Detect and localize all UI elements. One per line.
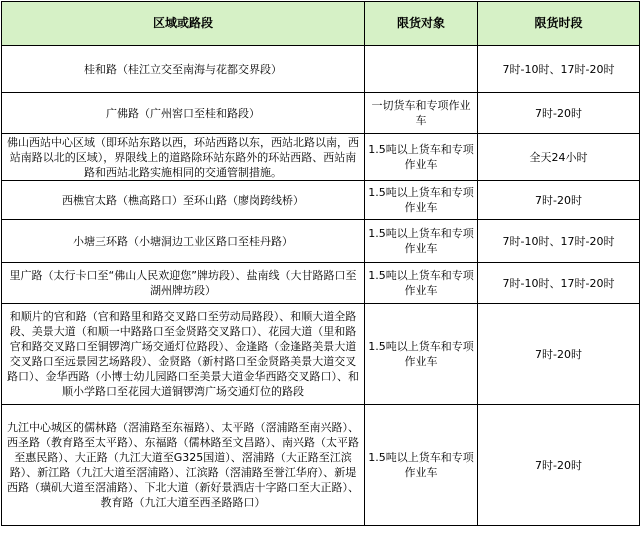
time-cell: 7时-10时、17时-20时 [478, 263, 640, 304]
target-cell: 1.5吨以上货车和专项作业车 [365, 134, 478, 181]
time-cell: 7时-10时、17时-20时 [478, 46, 640, 93]
time-cell: 7时-10时、17时-20时 [478, 220, 640, 263]
target-cell: 1.5吨以上货车和专项作业车 [365, 220, 478, 263]
time-cell: 7时-20时 [478, 181, 640, 220]
target-cell: 一切货车和专项作业车 [365, 93, 478, 134]
header-target: 限货对象 [365, 2, 478, 46]
target-cell: 1.5吨以上货车和专项作业车 [365, 405, 478, 526]
table-row [2, 93, 640, 134]
time-cell: 全天24小时 [478, 134, 640, 181]
table-row [2, 134, 640, 181]
area-cell: 桂和路（桂江立交至南海与花都交界段） [2, 46, 365, 93]
area-cell: 小塘三环路（小塘洞边工业区路口至桂丹路） [2, 220, 365, 263]
table-row [2, 181, 640, 220]
table-row [2, 263, 640, 304]
target-cell: 1.5吨以上货车和专项作业车 [365, 304, 478, 405]
time-cell: 7时-20时 [478, 304, 640, 405]
time-cell: 7时-20时 [478, 405, 640, 526]
header-time: 限货时段 [478, 2, 640, 46]
table-header-row [2, 2, 640, 46]
traffic-restriction-table [1, 1, 640, 526]
target-cell [365, 46, 478, 93]
area-cell: 和顺片的官和路（官和路里和路交叉路口至劳动局路段）、和顺大道全路段、美景大道（和顺一中路路口至金贤路交叉路口）、花园大道（里和路官和路交叉路口至铜锣湾广场交通灯位路段）、金逢路（金逢路美景大道交叉路口至远景园艺场路段）、金贤路（新村路口至金贤路美景大道交叉路口）、金华西路（小博士幼儿园路口至美景大道金华西路交叉路口）、和顺小学路口至花园大道铜锣湾广场交通灯位的路段 [2, 304, 365, 405]
target-cell: 1.5吨以上货车和专项作业车 [365, 181, 478, 220]
table-row [2, 304, 640, 405]
area-cell: 九江中心城区的儒林路（滘浦路至东福路）、太平路（滘浦路至南兴路）、西圣路（教育路至太平路）、东福路（儒林路至文昌路）、南兴路（太平路至惠民路）、大正路（九江大道至G325国道）、滘浦路（大正路至江滨路）、新江路（九江大道至滘浦路）、江滨路（滘浦路至誉江华府）、新堤西路（璜矶大道至滘浦路）、下北大道（新好景酒店十字路口至大正路）、教育路（九江大道至西圣路路口） [2, 405, 365, 526]
header-area: 区域或路段 [2, 2, 365, 46]
table-row [2, 46, 640, 93]
time-cell: 7时-20时 [478, 93, 640, 134]
area-cell: 广佛路（广州窖口至桂和路段） [2, 93, 365, 134]
area-cell: 佛山西站中心区域（即环站东路以西，环站西路以东，西站北路以南，西站南路以北的区域），界限线上的道路除环站东路外的环站西路、西站南路和西站北路实施相同的交通管制措施。 [2, 134, 365, 181]
table-row [2, 220, 640, 263]
area-cell: 西樵官太路（樵高路口）至环山路（廖岗跨线桥） [2, 181, 365, 220]
table-row [2, 405, 640, 526]
area-cell: 里广路（太行卡口至“佛山人民欢迎您”牌坊段）、盐南线（大甘路路口至湖州牌坊段） [2, 263, 365, 304]
target-cell: 1.5吨以上货车和专项作业车 [365, 263, 478, 304]
